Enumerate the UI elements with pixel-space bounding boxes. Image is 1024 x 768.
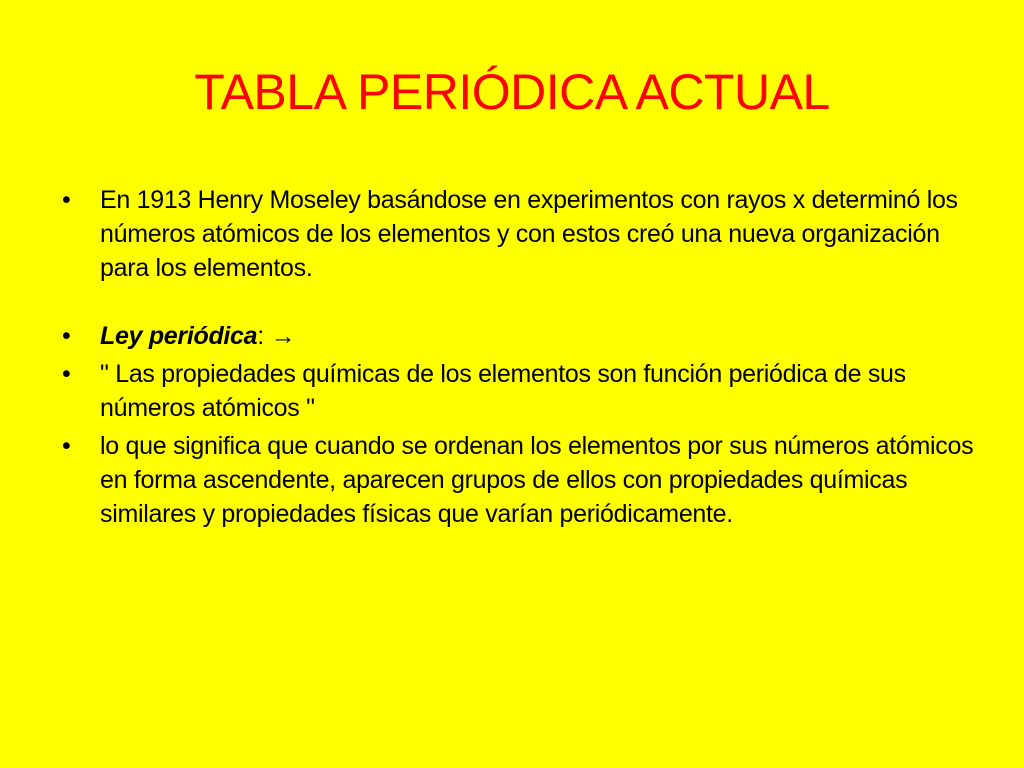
bullet-text: " Las propiedades químicas de los elementos son función periódica de sus números atómicos "	[100, 360, 906, 422]
bullet-text: lo que significa que cuando se ordenan los elementos por sus números atómicos en forma ascendente, aparecen grupos de ellos con propiedades químicas similares y propiedades físicas que varían periódicamente.	[100, 432, 974, 528]
bullet-item	[62, 319, 982, 353]
bullet-item	[62, 183, 982, 285]
bullet-dot-icon: •	[62, 322, 71, 350]
bullet-item	[62, 357, 982, 425]
law-label: Ley periódica	[100, 322, 258, 350]
slide-content	[62, 183, 982, 531]
bullet-item	[62, 429, 982, 531]
bullet-text: En 1913 Henry Moseley basándose en experimentos con rayos x determinó los números atómicos de los elementos y con estos creó una nueva organización para los elementos.	[100, 186, 958, 282]
slide-title: TABLA PERIÓDICA ACTUAL	[194, 64, 830, 120]
bullet-dot-icon: •	[62, 186, 71, 214]
bullet-dot-icon: •	[62, 432, 71, 460]
bullet-dot-icon: •	[62, 360, 71, 388]
law-suffix: : →	[257, 322, 296, 350]
